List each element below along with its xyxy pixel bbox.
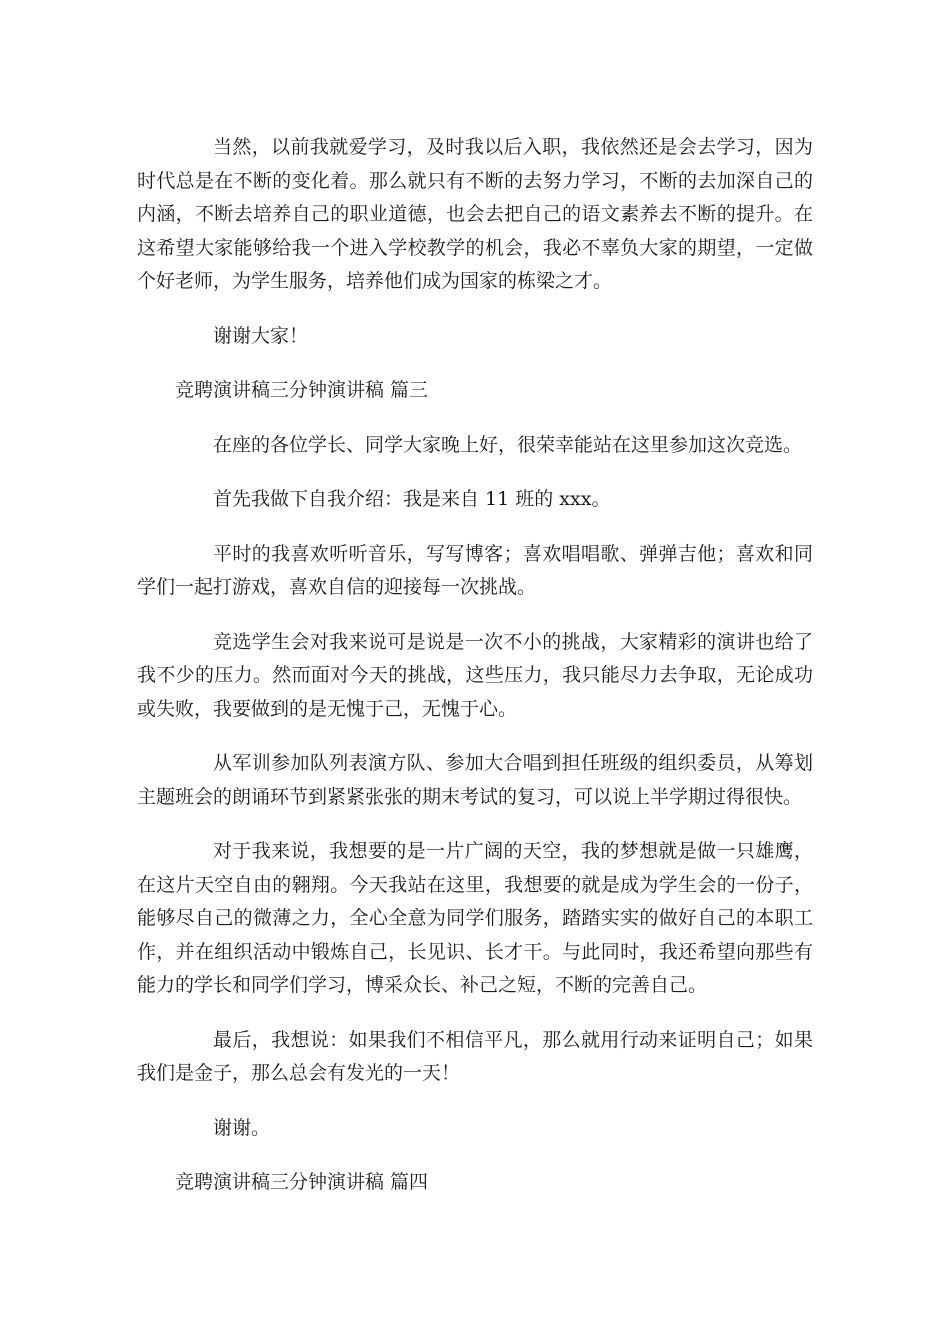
paragraph-challenge: 竞选学生会对我来说可是说是一次不小的挑战，大家精彩的演讲也给了我不少的压力。然而面对今天的挑战，这些压力，我只能尽力去争取，无论成功或失败，我要做到的是无愧于己，无愧于心。 <box>137 630 813 720</box>
section-heading-part-four: 竞聘演讲稿三分钟演讲稿 篇四 <box>175 1171 429 1193</box>
paragraph-closing-statement: 当然，以前我就爱学习，及时我以后入职，我依然还是会去学习，因为时代总是在不断的变化着。那么就只有不断的去努力学习，不断的去加深自己的内涵，不断去培养自己的职业道德，也会去把自己的语文素养去不断的提升。在这希望大家能够给我一个进入学校教学的机会，我必不辜负大家的期望，一定做个好老师，为学生服务，培养他们成为国家的栋梁之才。 <box>137 136 813 292</box>
paragraph-aspiration: 对于我来说，我想要的是一片广阔的天空，我的梦想就是做一只雄鹰，在这片天空自由的翱翔。今天我站在这里，我想要的就是成为学生会的一份子，能够尽自己的微薄之力，全心全意为同学们服务，踏踏实实的做好自己的本职工作，并在组织活动中锻炼自己，长见识、长才干。与此同时，我还希望向那些有能力的学长和同学们学习，博采众长、补己之短，不断的完善自己。 <box>137 840 813 996</box>
paragraph-hobbies: 平时的我喜欢听听音乐，写写博客；喜欢唱唱歌、弹弹吉他；喜欢和同学们一起打游戏，喜欢自信的迎接每一次挑战。 <box>137 542 813 598</box>
paragraph-experience: 从军训参加队列表演方队、参加大合唱到担任班级的组织委员，从筹划主题班会的朗诵环节到紧紧张张的期末考试的复习，可以说上半学期过得很快。 <box>137 752 813 808</box>
document-body <box>137 131 813 1221</box>
paragraph-greeting: 在座的各位学长、同学大家晚上好，很荣幸能站在这里参加这次竞选。 <box>213 433 803 456</box>
section-heading-part-three: 竞聘演讲稿三分钟演讲稿 篇三 <box>175 379 429 401</box>
paragraph-thanks-everyone: 谢谢大家！ <box>213 324 309 347</box>
paragraph-final-words: 最后，我想说：如果我们不相信平凡，那么就用行动来证明自己；如果我们是金子，那么总会有发光的一天！ <box>137 1028 813 1084</box>
paragraph-thanks: 谢谢。 <box>213 1116 271 1139</box>
paragraph-self-introduction: 首先我做下自我介绍：我是来自 11 班的 xxx。 <box>213 488 611 510</box>
